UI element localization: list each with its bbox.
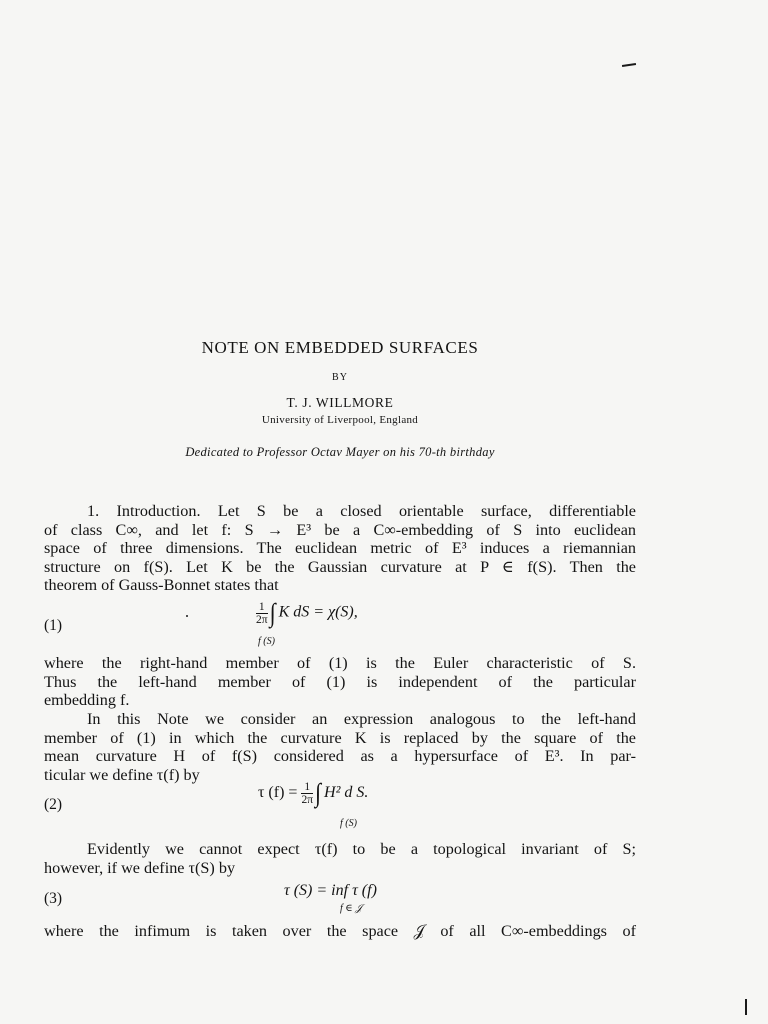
paper-title: NOTE ON EMBEDDED SURFACES [201, 338, 479, 357]
text-line: structure on f(S). Let K be the Gaussian curvature at P ∈ f(S). Then the [44, 557, 636, 576]
text-line: where the infimum is taken over the space 𝒥 of all C∞-embeddings of [44, 922, 636, 940]
text-line: space of three dimensions. The euclidean metric of E³ induces a riemannian [44, 539, 636, 557]
equation-3-domain: f ∈ 𝒥 [340, 903, 363, 914]
integral-sign: ∫ [315, 777, 322, 808]
text-line: Evidently we cannot expect τ(f) to be a topological invariant of S; [87, 840, 636, 858]
text-line: mean curvature H of f(S) considered as a hypersurface of E³. In par- [44, 747, 636, 765]
equation-3: τ (S) = inf τ (f) [284, 882, 377, 899]
stray-dot [186, 615, 188, 617]
evident-paragraph [44, 840, 636, 877]
corner-mark [622, 63, 636, 67]
euler-paragraph [44, 654, 636, 710]
text-line: In this Note we consider an expression analogous to the left-hand [87, 710, 636, 728]
equation-1-number: (1) [44, 617, 63, 634]
equation-1-fraction: $\frac{1}{2\pi}$ [256, 600, 268, 626]
text-line: of class C∞, and let f: S → E³ be a C∞-embedding of S into euclidean [44, 520, 636, 539]
text-line: theorem of Gauss-Bonnet states that [44, 576, 279, 594]
text-line: ticular we define τ(f) by [44, 765, 200, 784]
text-line: member of (1) in which the curvature K is replaced by the square of the [44, 728, 636, 747]
text-line: where the right-hand member of (1) is the Euler characteristic of S. [44, 654, 636, 672]
note-paragraph [44, 710, 636, 784]
equation-1-body: K dS = χ(S), [278, 603, 358, 621]
integral-sign: ∫ [269, 597, 276, 628]
byline-label: BY [332, 372, 348, 383]
text-line: embedding f. [44, 691, 130, 709]
dedication: Dedicated to Professor Octav Mayer on his 70-th birthday [185, 445, 495, 459]
equation-1 [256, 597, 358, 628]
equation-1-domain: f (S) [258, 636, 275, 647]
equation-2 [258, 777, 369, 808]
intro-paragraph [44, 502, 636, 595]
text-line: however, if we define τ(S) by [44, 858, 236, 877]
equation-2-lhs: τ (f) = [258, 784, 298, 801]
equation-2-number: (2) [44, 796, 63, 813]
text-line: Thus the left-hand member of (1) is independent of the particular [44, 672, 636, 691]
author-name: T. J. WILLMORE [286, 395, 394, 410]
page-edge-mark [745, 999, 747, 1015]
final-paragraph [44, 922, 636, 941]
text-line: 1. Introduction. Let S be a closed orientable surface, differentiable [87, 502, 636, 520]
equation-3-number: (3) [44, 890, 63, 907]
author-affiliation: University of Liverpool, England [261, 414, 419, 426]
equation-2-body: H² d S. [324, 784, 369, 801]
equation-2-domain: f (S) [340, 818, 357, 829]
equation-2-fraction: $\frac{1}{2\pi}$ [301, 780, 313, 806]
